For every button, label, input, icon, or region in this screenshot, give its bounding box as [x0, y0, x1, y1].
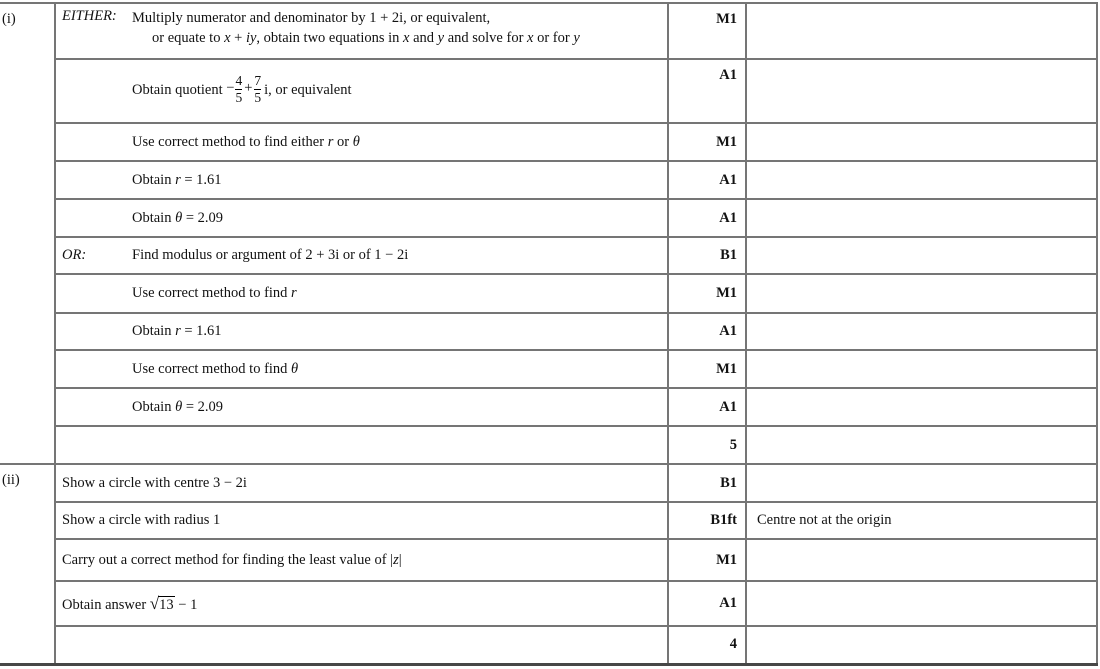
mark-scheme-table	[0, 2, 1098, 666]
mark-cell: M1	[668, 539, 746, 581]
fraction: $\frac{7}{5}$	[254, 73, 262, 105]
mark-cell: A1	[668, 581, 746, 626]
criterion-cell: Obtain θ = 2.09	[55, 388, 668, 426]
fraction: $\frac{4}{5}$	[235, 73, 243, 105]
mark-cell: A1	[668, 313, 746, 350]
comment-cell	[746, 626, 1097, 664]
criterion-cell: Obtain r = 1.61	[55, 161, 668, 199]
mark-cell: M1	[668, 123, 746, 161]
comment-cell: Centre not at the origin	[746, 502, 1097, 539]
criterion-text: Multiply numerator and denominator by 1 + 2i, or equivalent, or equate to x + iy, obtain two equations in x and y and solve for x or for y	[132, 10, 580, 46]
mark-cell: M1	[668, 3, 746, 59]
criterion-cell: Use correct method to find θ	[55, 350, 668, 388]
comment-cell	[746, 426, 1097, 464]
comment-cell	[746, 350, 1097, 388]
criterion-cell: Obtain r = 1.61	[55, 313, 668, 350]
mark-cell: A1	[668, 388, 746, 426]
mark-cell: A1	[668, 199, 746, 237]
comment-cell	[746, 388, 1097, 426]
mark-cell: B1	[668, 464, 746, 502]
criterion-cell: Obtain θ = 2.09	[55, 199, 668, 237]
sqrt-radical: √13	[149, 593, 174, 613]
criterion-cell: Use correct method to find either r or θ	[55, 123, 668, 161]
criterion-cell: Obtain quotient − $\frac{4}{5}$ + $\frac{7}{5}$ i, or equivalent	[55, 59, 668, 123]
criterion-cell	[55, 3, 668, 59]
comment-cell	[746, 199, 1097, 237]
criterion-cell	[55, 426, 668, 464]
or-prefix: OR:	[62, 247, 87, 263]
mark-cell: A1	[668, 59, 746, 123]
mark-cell: M1	[668, 350, 746, 388]
part-total-cell: 4	[668, 626, 746, 664]
criterion-cell: Use correct method to find r	[55, 274, 668, 313]
minus-sign: −	[226, 80, 235, 97]
comment-cell	[746, 313, 1097, 350]
part-label-i: (i)	[0, 3, 55, 464]
criterion-cell	[55, 237, 668, 274]
comment-cell	[746, 539, 1097, 581]
criterion-cell: Obtain answer √13 − 1	[55, 581, 668, 626]
mark-cell: B1	[668, 237, 746, 274]
comment-cell	[746, 59, 1097, 123]
plus-sign: +	[244, 80, 253, 97]
criterion-cell: Show a circle with centre 3 − 2i	[55, 464, 668, 502]
either-prefix: EITHER:	[62, 8, 117, 24]
part-label-ii: (ii)	[0, 464, 55, 664]
criterion-cell: Show a circle with radius 1	[55, 502, 668, 539]
criterion-cell: Carry out a correct method for finding the least value of |z|	[55, 539, 668, 581]
part-total-cell: 5	[668, 426, 746, 464]
comment-cell	[746, 161, 1097, 199]
criterion-cell	[55, 626, 668, 664]
mark-cell: M1	[668, 274, 746, 313]
comment-cell	[746, 464, 1097, 502]
comment-cell	[746, 3, 1097, 59]
comment-cell	[746, 274, 1097, 313]
comment-cell	[746, 581, 1097, 626]
mark-cell: A1	[668, 161, 746, 199]
criterion-text: Find modulus or argument of 2 + 3i or of 1 − 2i	[132, 247, 409, 263]
mark-cell: B1ft	[668, 502, 746, 539]
comment-cell	[746, 123, 1097, 161]
comment-cell	[746, 237, 1097, 274]
